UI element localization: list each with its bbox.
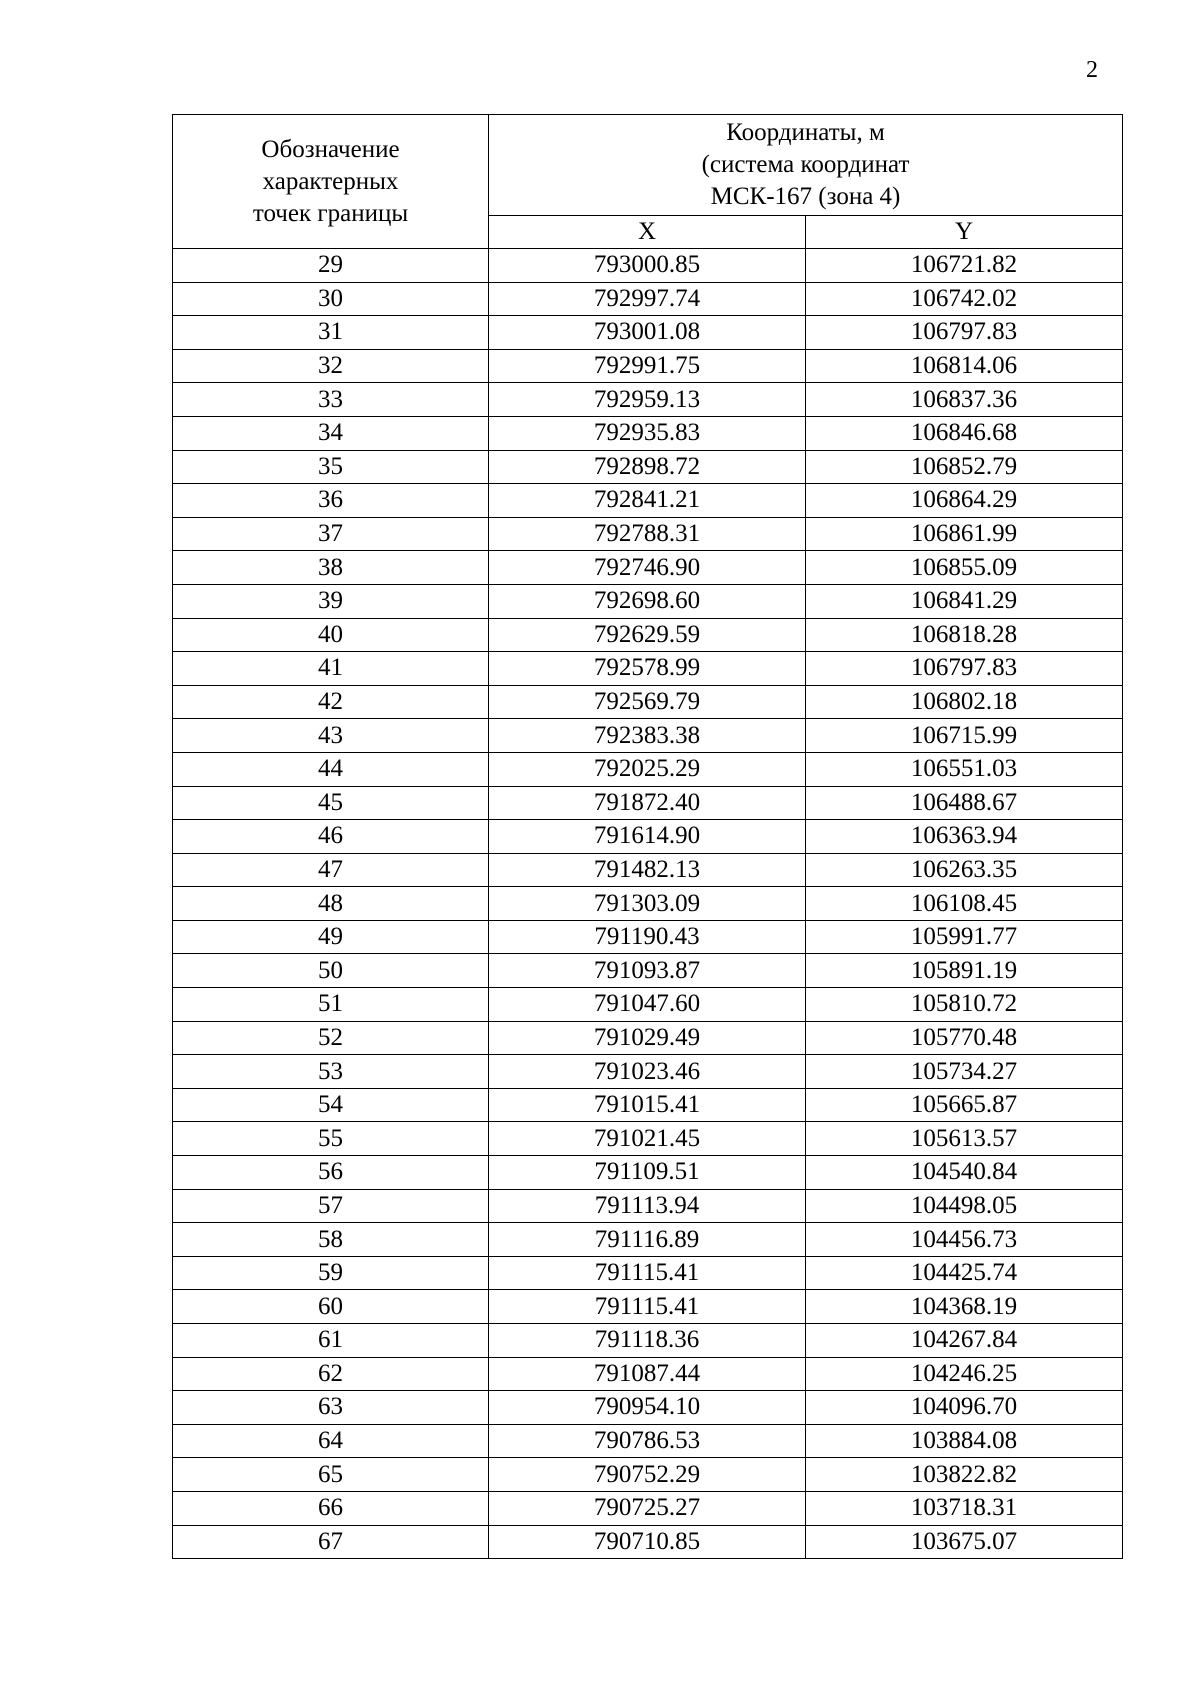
table-row bbox=[173, 249, 1123, 283]
table-row bbox=[173, 1424, 1123, 1458]
table-row bbox=[173, 517, 1123, 551]
point-designation-header bbox=[173, 115, 489, 249]
x-cell: 792788.31 bbox=[489, 517, 806, 551]
table-row bbox=[173, 887, 1123, 921]
table-row bbox=[173, 685, 1123, 719]
point-cell: 45 bbox=[173, 786, 489, 820]
table-row bbox=[173, 1156, 1123, 1190]
point-cell: 47 bbox=[173, 853, 489, 887]
x-cell: 790786.53 bbox=[489, 1424, 806, 1458]
point-cell: 57 bbox=[173, 1189, 489, 1223]
y-cell: 105734.27 bbox=[806, 1055, 1123, 1089]
y-cell: 106797.83 bbox=[806, 316, 1123, 350]
y-cell: 106488.67 bbox=[806, 786, 1123, 820]
x-cell: 791047.60 bbox=[489, 988, 806, 1022]
x-cell: 791614.90 bbox=[489, 820, 806, 854]
table-row bbox=[173, 282, 1123, 316]
x-cell: 792898.72 bbox=[489, 450, 806, 484]
x-cell: 792578.99 bbox=[489, 652, 806, 686]
y-cell: 105665.87 bbox=[806, 1088, 1123, 1122]
table-row bbox=[173, 584, 1123, 618]
table-row bbox=[173, 1189, 1123, 1223]
table-row bbox=[173, 1055, 1123, 1089]
x-cell: 792629.59 bbox=[489, 618, 806, 652]
coordinates-group-header bbox=[489, 115, 1123, 216]
y-cell: 106841.29 bbox=[806, 584, 1123, 618]
table-row bbox=[173, 1357, 1123, 1391]
point-cell: 36 bbox=[173, 484, 489, 518]
x-cell: 791093.87 bbox=[489, 954, 806, 988]
x-cell: 793000.85 bbox=[489, 249, 806, 283]
x-cell: 791190.43 bbox=[489, 920, 806, 954]
table-row bbox=[173, 988, 1123, 1022]
table-body bbox=[173, 249, 1123, 1559]
x-cell: 792959.13 bbox=[489, 383, 806, 417]
table-row bbox=[173, 450, 1123, 484]
coords-header-line-3: МСК-167 (зона 4) bbox=[710, 183, 901, 210]
y-column-header: Y bbox=[806, 216, 1123, 249]
table-row bbox=[173, 416, 1123, 450]
point-cell: 35 bbox=[173, 450, 489, 484]
x-cell: 792025.29 bbox=[489, 752, 806, 786]
y-cell: 106837.36 bbox=[806, 383, 1123, 417]
x-cell: 791113.94 bbox=[489, 1189, 806, 1223]
table-row bbox=[173, 752, 1123, 786]
x-cell: 791115.41 bbox=[489, 1290, 806, 1324]
x-cell: 791118.36 bbox=[489, 1324, 806, 1358]
table-row bbox=[173, 1391, 1123, 1425]
point-cell: 64 bbox=[173, 1424, 489, 1458]
y-cell: 103822.82 bbox=[806, 1458, 1123, 1492]
point-header-line-3: точек границы bbox=[252, 199, 409, 227]
x-cell: 791109.51 bbox=[489, 1156, 806, 1190]
y-cell: 106742.02 bbox=[806, 282, 1123, 316]
point-cell: 53 bbox=[173, 1055, 489, 1089]
y-cell: 106263.35 bbox=[806, 853, 1123, 887]
y-cell: 104456.73 bbox=[806, 1223, 1123, 1257]
point-cell: 44 bbox=[173, 752, 489, 786]
y-cell: 106551.03 bbox=[806, 752, 1123, 786]
y-cell: 106861.99 bbox=[806, 517, 1123, 551]
x-cell: 791087.44 bbox=[489, 1357, 806, 1391]
point-cell: 34 bbox=[173, 416, 489, 450]
table-row bbox=[173, 1021, 1123, 1055]
point-cell: 59 bbox=[173, 1256, 489, 1290]
y-cell: 106721.82 bbox=[806, 249, 1123, 283]
x-cell: 790710.85 bbox=[489, 1525, 806, 1559]
x-cell: 792841.21 bbox=[489, 484, 806, 518]
point-cell: 37 bbox=[173, 517, 489, 551]
point-cell: 58 bbox=[173, 1223, 489, 1257]
y-cell: 106363.94 bbox=[806, 820, 1123, 854]
x-cell: 792698.60 bbox=[489, 584, 806, 618]
table-row bbox=[173, 652, 1123, 686]
table-row bbox=[173, 954, 1123, 988]
point-cell: 67 bbox=[173, 1525, 489, 1559]
y-cell: 104368.19 bbox=[806, 1290, 1123, 1324]
y-cell: 105770.48 bbox=[806, 1021, 1123, 1055]
point-cell: 38 bbox=[173, 551, 489, 585]
coords-header-line-2: (система координат bbox=[701, 151, 910, 178]
table-row bbox=[173, 618, 1123, 652]
y-cell: 105991.77 bbox=[806, 920, 1123, 954]
y-cell: 104540.84 bbox=[806, 1156, 1123, 1190]
y-cell: 106864.29 bbox=[806, 484, 1123, 518]
point-cell: 48 bbox=[173, 887, 489, 921]
point-cell: 46 bbox=[173, 820, 489, 854]
table-row bbox=[173, 316, 1123, 350]
x-cell: 791021.45 bbox=[489, 1122, 806, 1156]
table-row bbox=[173, 1324, 1123, 1358]
point-cell: 32 bbox=[173, 349, 489, 383]
table-header bbox=[173, 115, 1123, 249]
x-cell: 792991.75 bbox=[489, 349, 806, 383]
point-cell: 31 bbox=[173, 316, 489, 350]
x-cell: 792569.79 bbox=[489, 685, 806, 719]
point-header-line-2: характерных bbox=[262, 167, 399, 195]
coordinates-table bbox=[172, 114, 1123, 1559]
table-row bbox=[173, 1223, 1123, 1257]
x-cell: 792997.74 bbox=[489, 282, 806, 316]
point-cell: 50 bbox=[173, 954, 489, 988]
point-header-line-1: Обозначение bbox=[261, 135, 400, 163]
table-row bbox=[173, 853, 1123, 887]
y-cell: 106846.68 bbox=[806, 416, 1123, 450]
y-cell: 105891.19 bbox=[806, 954, 1123, 988]
x-column-header: X bbox=[489, 216, 806, 249]
point-cell: 43 bbox=[173, 719, 489, 753]
point-cell: 54 bbox=[173, 1088, 489, 1122]
table-row bbox=[173, 920, 1123, 954]
y-cell: 105810.72 bbox=[806, 988, 1123, 1022]
y-cell: 104498.05 bbox=[806, 1189, 1123, 1223]
y-cell: 106855.09 bbox=[806, 551, 1123, 585]
page-number: 2 bbox=[1086, 57, 1098, 83]
table-row bbox=[173, 1122, 1123, 1156]
point-cell: 41 bbox=[173, 652, 489, 686]
x-cell: 790725.27 bbox=[489, 1491, 806, 1525]
table-row bbox=[173, 1458, 1123, 1492]
x-cell: 792935.83 bbox=[489, 416, 806, 450]
point-cell: 49 bbox=[173, 920, 489, 954]
y-cell: 104246.25 bbox=[806, 1357, 1123, 1391]
y-cell: 106108.45 bbox=[806, 887, 1123, 921]
point-cell: 42 bbox=[173, 685, 489, 719]
point-cell: 63 bbox=[173, 1391, 489, 1425]
x-cell: 792746.90 bbox=[489, 551, 806, 585]
table-row bbox=[173, 484, 1123, 518]
table-row bbox=[173, 1256, 1123, 1290]
x-cell: 791116.89 bbox=[489, 1223, 806, 1257]
point-cell: 39 bbox=[173, 584, 489, 618]
y-cell: 106715.99 bbox=[806, 719, 1123, 753]
table-row bbox=[173, 719, 1123, 753]
x-cell: 791023.46 bbox=[489, 1055, 806, 1089]
y-cell: 104267.84 bbox=[806, 1324, 1123, 1358]
x-cell: 792383.38 bbox=[489, 719, 806, 753]
y-cell: 106797.83 bbox=[806, 652, 1123, 686]
table-row bbox=[173, 349, 1123, 383]
y-cell: 106814.06 bbox=[806, 349, 1123, 383]
point-cell: 66 bbox=[173, 1491, 489, 1525]
table-row bbox=[173, 383, 1123, 417]
point-cell: 61 bbox=[173, 1324, 489, 1358]
table-row bbox=[173, 1491, 1123, 1525]
table-row bbox=[173, 1525, 1123, 1559]
y-cell: 104425.74 bbox=[806, 1256, 1123, 1290]
point-cell: 62 bbox=[173, 1357, 489, 1391]
y-cell: 105613.57 bbox=[806, 1122, 1123, 1156]
x-cell: 793001.08 bbox=[489, 316, 806, 350]
y-cell: 106818.28 bbox=[806, 618, 1123, 652]
point-cell: 33 bbox=[173, 383, 489, 417]
x-cell: 791482.13 bbox=[489, 853, 806, 887]
y-cell: 106852.79 bbox=[806, 450, 1123, 484]
x-cell: 791115.41 bbox=[489, 1256, 806, 1290]
y-cell: 104096.70 bbox=[806, 1391, 1123, 1425]
table-row bbox=[173, 1290, 1123, 1324]
x-cell: 791872.40 bbox=[489, 786, 806, 820]
table-row bbox=[173, 551, 1123, 585]
point-cell: 60 bbox=[173, 1290, 489, 1324]
point-cell: 56 bbox=[173, 1156, 489, 1190]
point-cell: 52 bbox=[173, 1021, 489, 1055]
x-cell: 791015.41 bbox=[489, 1088, 806, 1122]
point-cell: 65 bbox=[173, 1458, 489, 1492]
x-cell: 791303.09 bbox=[489, 887, 806, 921]
y-cell: 106802.18 bbox=[806, 685, 1123, 719]
point-cell: 55 bbox=[173, 1122, 489, 1156]
x-cell: 790752.29 bbox=[489, 1458, 806, 1492]
point-cell: 30 bbox=[173, 282, 489, 316]
point-cell: 51 bbox=[173, 988, 489, 1022]
y-cell: 103884.08 bbox=[806, 1424, 1123, 1458]
table-row bbox=[173, 820, 1123, 854]
coords-header-line-1: Координаты, м bbox=[726, 119, 885, 146]
table-row bbox=[173, 1088, 1123, 1122]
y-cell: 103675.07 bbox=[806, 1525, 1123, 1559]
y-cell: 103718.31 bbox=[806, 1491, 1123, 1525]
table-row bbox=[173, 786, 1123, 820]
x-cell: 790954.10 bbox=[489, 1391, 806, 1425]
point-cell: 40 bbox=[173, 618, 489, 652]
point-cell: 29 bbox=[173, 249, 489, 283]
x-cell: 791029.49 bbox=[489, 1021, 806, 1055]
